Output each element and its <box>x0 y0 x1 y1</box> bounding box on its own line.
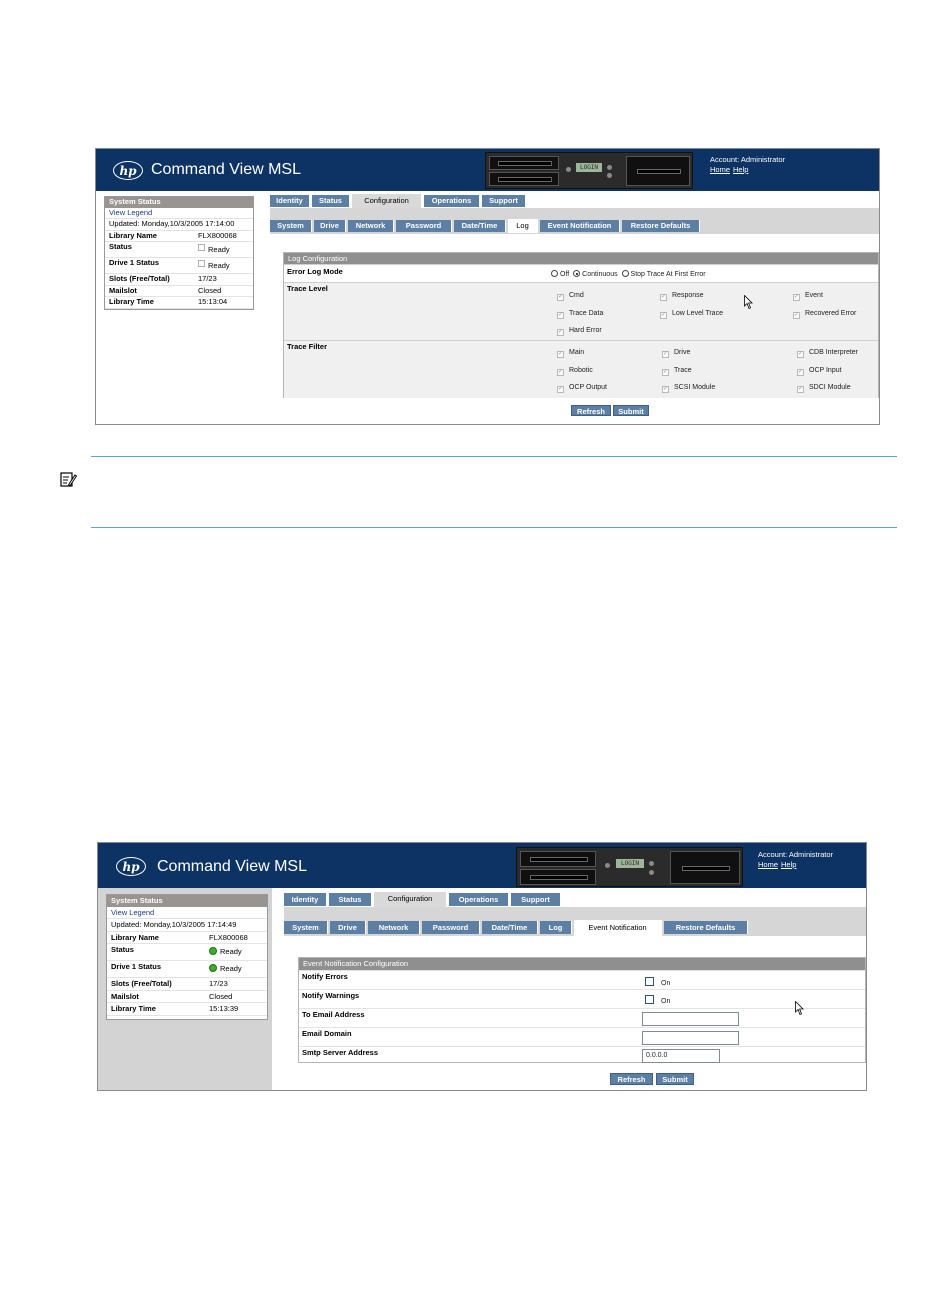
mode-stop-trace-radio[interactable]: Stop Trace At First Error <box>620 271 706 278</box>
subtab-event-notification[interactable]: Event Notification <box>540 220 620 232</box>
home-link[interactable]: Home <box>710 165 731 174</box>
note-icon <box>60 471 77 493</box>
tab-configuration[interactable]: Configuration <box>374 892 447 907</box>
tab-status[interactable]: Status <box>329 893 372 906</box>
notify-warnings-checkbox[interactable]: On <box>645 995 670 1005</box>
tab-identity[interactable]: Identity <box>284 893 327 906</box>
subtab-password[interactable]: Password <box>422 921 480 934</box>
drive-bay <box>626 156 690 186</box>
refresh-button[interactable]: Refresh <box>571 405 611 416</box>
subtab-network[interactable]: Network <box>348 220 394 232</box>
tab-support[interactable]: Support <box>511 893 561 906</box>
magazine-left-top <box>520 851 596 867</box>
notify-errors-checkbox[interactable]: On <box>645 977 670 987</box>
view-legend-link[interactable]: View Legend <box>105 208 253 220</box>
subtab-restore-defaults[interactable]: Restore Defaults <box>622 220 700 232</box>
subtab-password[interactable]: Password <box>396 220 452 232</box>
trace-filter-drive-checkbox[interactable]: ✓ Drive <box>663 349 691 357</box>
row-smtp-server <box>299 1046 865 1063</box>
mode-off-radio[interactable]: Off <box>551 271 569 278</box>
status-row-mailslot: Mailslot Closed <box>107 991 267 1004</box>
to-email-label: To Email Address <box>302 1010 365 1019</box>
hp-logo-icon: hp <box>116 857 146 876</box>
subtab-date-time[interactable]: Date/Time <box>482 921 538 934</box>
screenshot-log-configuration <box>95 148 880 425</box>
email-domain-label: Email Domain <box>302 1029 352 1038</box>
status-row-slots: Slots (Free/Total) 17/23 <box>107 978 267 991</box>
app-title: Command View MSL <box>151 161 301 178</box>
magazine-left-top <box>489 156 559 170</box>
drive-ok-icon <box>198 260 205 267</box>
to-email-input[interactable] <box>642 1012 739 1026</box>
status-row-library-time: Library Time 15:13:39 <box>107 1003 267 1016</box>
status-row-library-time: Library Time 15:13:04 <box>105 297 253 309</box>
account-info <box>758 850 833 870</box>
row-trace-level <box>284 282 878 340</box>
status-row-library-name: Library Name FLX800068 <box>107 932 267 945</box>
view-legend-link[interactable]: View Legend <box>107 907 267 920</box>
row-trace-filter <box>284 340 878 398</box>
row-to-email <box>299 1008 865 1027</box>
subtab-event-notification[interactable]: Event Notification <box>574 920 662 936</box>
status-row-status: Status Ready <box>105 242 253 258</box>
trace-level-hard-error-checkbox[interactable]: ✓ Hard Error <box>558 327 602 335</box>
tab-configuration[interactable]: Configuration <box>352 194 422 208</box>
trace-filter-robotic-checkbox[interactable]: ✓ Robotic <box>558 367 593 375</box>
trace-level-trace-data-checkbox[interactable]: ✓ Trace Data <box>558 310 604 318</box>
status-row-status: Status Ready <box>107 944 267 961</box>
trace-level-recovered-error-checkbox[interactable]: ✓ Recovered Error <box>794 310 857 318</box>
row-notify-warnings <box>299 989 865 1008</box>
trace-level-low-level-trace-checkbox[interactable]: ✓ Low Level Trace <box>661 310 723 318</box>
subtab-restore-defaults[interactable]: Restore Defaults <box>664 921 748 934</box>
tab-support[interactable]: Support <box>482 195 526 207</box>
tape-library-image <box>485 152 693 189</box>
status-row-library-name: Library Name FLX800068 <box>105 231 253 243</box>
header-banner <box>98 843 866 888</box>
trace-filter-trace-checkbox[interactable]: ✓ Trace <box>663 367 692 375</box>
subtab-log[interactable]: Log <box>508 219 538 233</box>
row-email-domain <box>299 1027 865 1046</box>
status-ok-icon <box>198 244 205 251</box>
notify-errors-label: Notify Errors <box>302 972 348 981</box>
status-row-drive-1: Drive 1 Status Ready <box>107 961 267 978</box>
status-ok-icon <box>209 947 217 955</box>
magazine-left-bottom <box>489 172 559 186</box>
trace-level-label: Trace Level <box>287 284 328 293</box>
help-link[interactable]: Help <box>781 860 797 869</box>
event-notification-title: Event Notification Configuration <box>299 958 865 970</box>
smtp-server-input[interactable]: 0.0.0.0 <box>642 1049 720 1063</box>
subtab-system[interactable]: System <box>270 220 312 232</box>
magazine-left-bottom <box>520 869 596 885</box>
trace-filter-sdci-module-checkbox[interactable]: ✓ SDCI Module <box>798 384 851 392</box>
tab-operations[interactable]: Operations <box>424 195 480 207</box>
tab-identity[interactable]: Identity <box>270 195 310 207</box>
subtab-drive[interactable]: Drive <box>330 921 366 934</box>
device-lcd-display: LOGIN <box>576 163 602 172</box>
system-status-panel <box>106 894 268 1020</box>
refresh-button[interactable]: Refresh <box>610 1073 653 1085</box>
trace-level-event-checkbox[interactable]: ✓ Event <box>794 292 823 300</box>
trace-filter-ocp-output-checkbox[interactable]: ✓ OCP Output <box>558 384 608 392</box>
account-info <box>710 155 785 175</box>
mode-continuous-radio[interactable]: Continuous <box>571 271 617 278</box>
row-error-log-mode <box>284 264 878 282</box>
app-title: Command View MSL <box>157 858 307 875</box>
submit-button[interactable]: Submit <box>613 405 649 416</box>
smtp-server-label: Smtp Server Address <box>302 1048 379 1057</box>
help-link[interactable]: Help <box>733 165 749 174</box>
status-updated: Updated: Monday,10/3/2005 17:14:00 <box>105 219 253 231</box>
log-configuration-title: Log Configuration <box>284 253 878 264</box>
drive-ok-icon <box>209 964 217 972</box>
subtab-log[interactable]: Log <box>540 921 572 934</box>
header-banner <box>96 149 879 191</box>
trace-filter-label: Trace Filter <box>287 342 328 351</box>
subtab-drive[interactable]: Drive <box>314 220 346 232</box>
account-label: Account: Administrator <box>710 155 786 164</box>
trace-filter-cdb-interpreter-checkbox[interactable]: ✓ CDB Interpreter <box>798 349 859 357</box>
trace-filter-main-checkbox[interactable]: ✓ Main <box>558 349 585 357</box>
hp-logo-icon: hp <box>113 161 143 180</box>
mode-options <box>551 270 706 278</box>
email-domain-input[interactable] <box>642 1031 739 1045</box>
trace-level-cmd-checkbox[interactable]: ✓ Cmd <box>558 292 584 300</box>
status-updated: Updated: Monday,10/3/2005 17:14:49 <box>107 919 267 932</box>
tab-status[interactable]: Status <box>312 195 350 207</box>
status-row-slots: Slots (Free/Total) 17/23 <box>105 274 253 286</box>
row-notify-errors <box>299 970 865 989</box>
screenshot-event-notification <box>97 842 867 1091</box>
tape-library-image <box>516 847 743 887</box>
system-status-header: System Status <box>107 895 267 907</box>
status-row-mailslot: Mailslot Closed <box>105 286 253 298</box>
account-label: Account: Administrator <box>758 850 834 859</box>
trace-level-response-checkbox[interactable]: ✓ Response <box>661 292 704 300</box>
subtab-network[interactable]: Network <box>368 921 420 934</box>
tab-operations[interactable]: Operations <box>449 893 509 906</box>
error-log-mode-label: Error Log Mode <box>287 267 343 276</box>
home-link[interactable]: Home <box>758 860 779 869</box>
submit-button[interactable]: Submit <box>656 1073 694 1085</box>
trace-filter-ocp-input-checkbox[interactable]: ✓ OCP Input <box>798 367 842 375</box>
system-status-panel <box>104 196 254 310</box>
device-lcd-display: LOGIN <box>616 859 644 868</box>
trace-filter-scsi-module-checkbox[interactable]: ✓ SCSI Module <box>663 384 716 392</box>
drive-bay <box>670 851 740 884</box>
log-configuration-panel <box>283 252 879 398</box>
system-status-header: System Status <box>105 197 253 208</box>
note-box <box>91 456 897 528</box>
event-notification-panel <box>298 957 866 1063</box>
subtab-date-time[interactable]: Date/Time <box>454 220 506 232</box>
notify-warnings-label: Notify Warnings <box>302 991 360 1000</box>
status-row-drive-1: Drive 1 Status Ready <box>105 258 253 274</box>
subtab-system[interactable]: System <box>284 921 328 934</box>
